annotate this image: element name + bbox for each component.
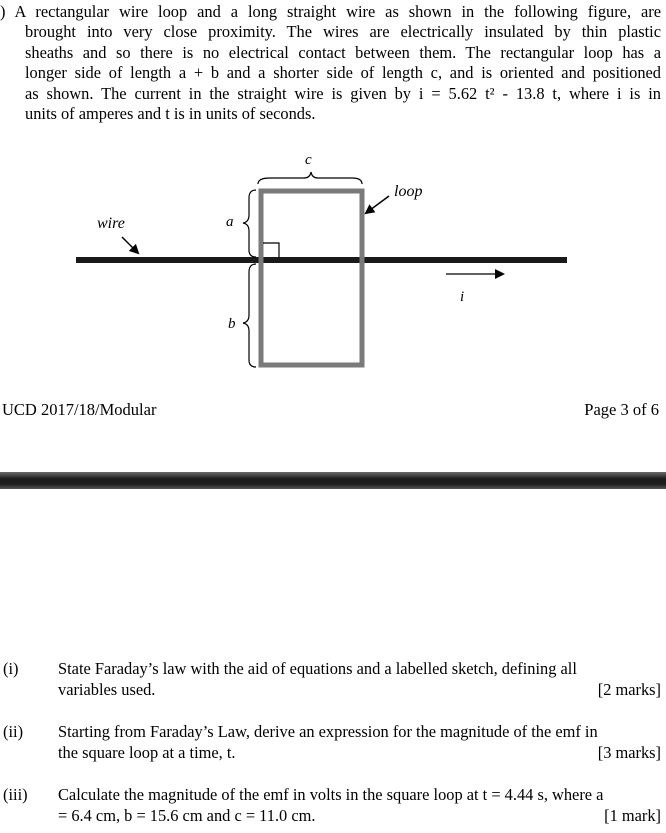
footer-course-code: UCD 2017/18/Modular <box>2 400 157 419</box>
problem-line: units of amperes and t is in units of seconds. <box>25 104 316 124</box>
brace-c <box>258 172 362 184</box>
question-marks: [3 marks] <box>597 743 661 762</box>
wire-loop-figure <box>0 140 666 380</box>
question-marks: [2 marks] <box>597 680 661 699</box>
loop-label: loop <box>394 183 423 200</box>
a-label: a <box>226 214 234 230</box>
question-marks: [1 mark] <box>604 806 661 825</box>
problem-line: longer side of length a + b and a shorter side of length c, and is oriented and positioned <box>25 63 661 83</box>
page-divider <box>0 472 666 489</box>
problem-line: as shown. The current in the straight wire is given by i = 5.62 t² - 13.8 t, where i is in <box>25 83 661 103</box>
current-label: i <box>460 289 465 305</box>
question-text: = 6.4 cm, b = 15.6 cm and c = 11.0 cm. <box>58 806 316 825</box>
problem-statement <box>0 2 661 124</box>
rectangular-loop <box>261 191 362 365</box>
brace-a <box>243 190 256 257</box>
loop-pointer-arrow <box>366 196 389 213</box>
question-text: the square loop at a time, t. <box>58 743 236 762</box>
wire-label: wire <box>97 215 125 232</box>
brace-b <box>243 264 256 367</box>
question-number: (i) <box>3 659 19 678</box>
question-text: Starting from Faraday’s Law, derive an expression for the magnitude of the emf in <box>58 722 598 741</box>
wire-pointer-arrow <box>122 237 138 253</box>
c-label: c <box>305 152 312 168</box>
b-label: b <box>228 316 236 332</box>
problem-line: ) A rectangular wire loop and a long straight wire as shown in the following figure, are <box>0 2 661 21</box>
question-number: (iii) <box>3 785 28 804</box>
right-angle-marker <box>263 243 279 258</box>
question-number: (ii) <box>3 722 24 741</box>
straight-wire <box>76 257 567 263</box>
footer-page-number: Page 3 of 6 <box>584 400 659 419</box>
question-text: Calculate the magnitude of the emf in volts in the square loop at t = 4.44 s, where a <box>58 785 604 804</box>
problem-line: brought into very close proximity. The wires are electrically insulated by thin plastic <box>25 22 661 42</box>
question-text: State Faraday’s law with the aid of equations and a labelled sketch, defining all <box>58 659 577 678</box>
problem-line: sheaths and so there is no electrical contact between them. The rectangular loop has a <box>25 42 661 62</box>
question-text: variables used. <box>58 680 156 699</box>
